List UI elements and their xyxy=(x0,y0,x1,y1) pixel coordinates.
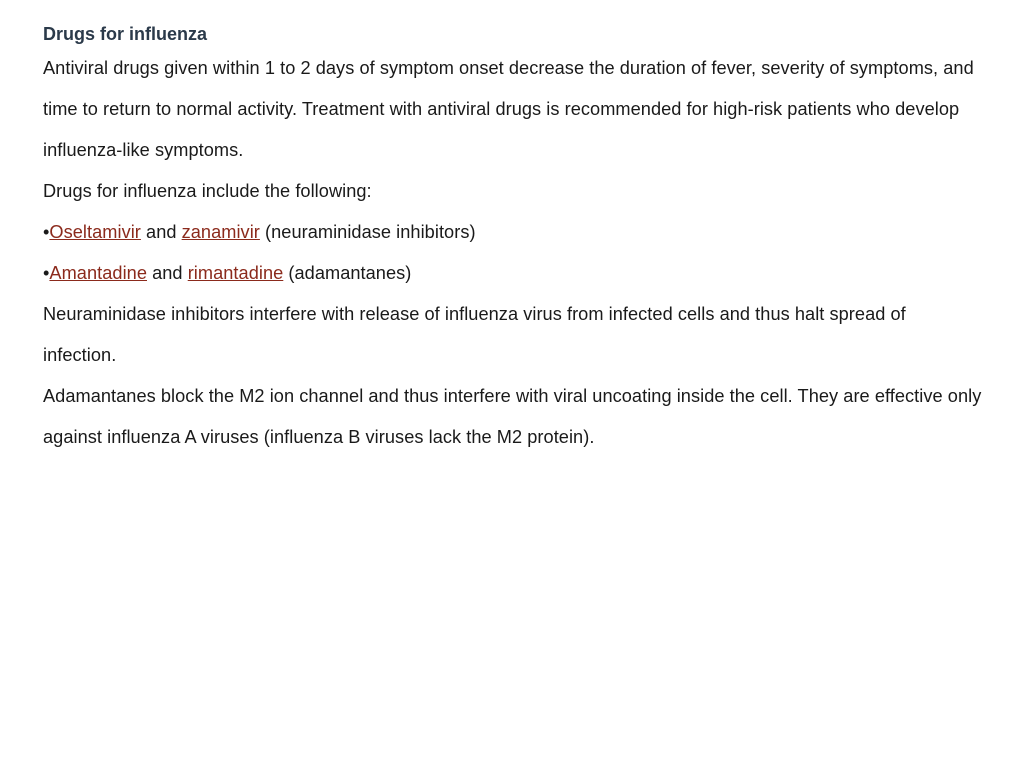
bullet-suffix: (neuraminidase inhibitors) xyxy=(259,222,476,242)
intro-paragraph: Antiviral drugs given within 1 to 2 days of symptom onset decrease the duration of fever, severity of symptoms, and time to return to normal activity. Treatment with antiviral drugs is recommended for high-risk patients who develop influenza-like symptoms. xyxy=(43,58,974,160)
bullet-item-neuraminidase xyxy=(43,212,984,253)
bullet-suffix: (adamantanes) xyxy=(283,263,412,283)
drug-link-oseltamivir[interactable]: Oseltamivir xyxy=(49,222,141,242)
drug-link-amantadine[interactable]: Amantadine xyxy=(49,263,147,283)
drug-link-rimantadine[interactable]: rimantadine xyxy=(187,263,284,283)
adamantanes-paragraph: Adamantanes block the M2 ion channel and thus interfere with viral uncoating inside the cell. They are effective only against influenza A viruses (influenza B viruses lack the M2 protein). xyxy=(43,386,982,447)
list-intro-paragraph: Drugs for influenza include the following: xyxy=(43,181,372,201)
bullet-conjunction: and xyxy=(147,263,188,283)
document-body xyxy=(43,48,984,458)
neuraminidase-paragraph: Neuraminidase inhibitors interfere with release of influenza virus from infected cells and thus halt spread of infection. xyxy=(43,304,906,365)
drug-link-zanamivir[interactable]: zanamivir xyxy=(181,222,260,242)
bullet-conjunction: and xyxy=(140,222,182,242)
page-title: Drugs for influenza xyxy=(43,24,208,44)
bullet-item-adamantanes xyxy=(43,253,984,294)
bullet-symbol: • xyxy=(43,222,50,242)
bullet-symbol: • xyxy=(43,263,50,283)
